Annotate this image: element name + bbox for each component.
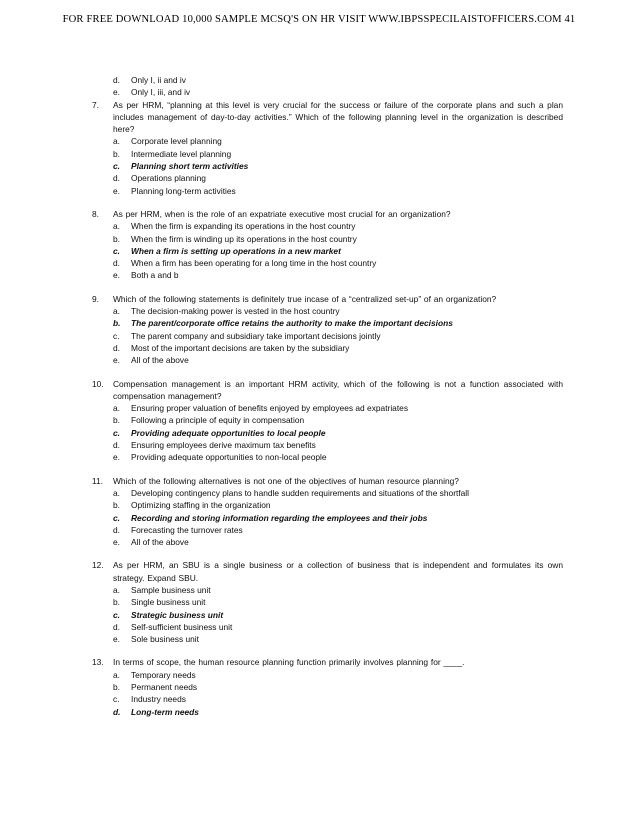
option-letter: a. xyxy=(113,136,120,147)
option-letter: b. xyxy=(113,597,120,608)
option-text: When the firm is expanding its operations in the host country xyxy=(131,221,356,232)
option xyxy=(113,621,638,633)
option xyxy=(113,596,638,608)
option xyxy=(113,220,638,232)
question-number: 13. xyxy=(92,657,104,668)
option-letter: c. xyxy=(113,427,120,438)
option-text: The parent/corporate office retains the authority to make the important decisions xyxy=(131,318,453,329)
option-letter: e. xyxy=(113,634,120,645)
answer-option xyxy=(113,245,638,257)
option-letter: a. xyxy=(113,403,120,414)
option xyxy=(113,148,638,160)
option-letter: e. xyxy=(113,270,120,281)
question-number: 7. xyxy=(92,99,99,110)
question-number: 10. xyxy=(92,378,104,389)
option-text: Following a principle of equity in compensation xyxy=(131,415,305,426)
carryover-options xyxy=(0,74,638,99)
option-text: Operations planning xyxy=(131,173,206,184)
page-header: FOR FREE DOWNLOAD 10,000 SAMPLE MCSQ'S ON HR VISIT WWW.IBPSSPECILAISTOFFICERS.COM 41 xyxy=(62,14,576,25)
option-letter: b. xyxy=(113,682,120,693)
question-block xyxy=(0,559,638,645)
option xyxy=(113,342,638,354)
option-text: When a firm is setting up operations in a new market xyxy=(131,245,341,256)
question-block xyxy=(0,475,638,549)
question-block xyxy=(0,208,638,282)
option-text: Both a and b xyxy=(131,270,179,281)
option-text: Providing adequate opportunities to non-local people xyxy=(131,452,327,463)
option-letter: e. xyxy=(113,185,120,196)
option-text: Developing contingency plans to handle sudden requirements and situations of the shortfall xyxy=(131,487,470,498)
question-spacer xyxy=(0,645,638,656)
answer-option xyxy=(113,160,638,172)
question-number: 8. xyxy=(92,208,99,219)
question-text: As per HRM, an SBU is a single business or a collection of business that is independent and formulates its own strategy. Expand SBU. xyxy=(113,560,563,583)
answer-option xyxy=(113,512,638,524)
option-letter: d. xyxy=(113,621,120,632)
option-text: Providing adequate opportunities to local people xyxy=(131,427,326,438)
option-text: Permanent needs xyxy=(131,682,198,693)
option-letter: d. xyxy=(113,524,120,535)
option-text: Industry needs xyxy=(131,694,186,705)
option-letter: b. xyxy=(113,415,120,426)
option-text: Ensuring proper valuation of benefits enjoyed by employees ad expatriates xyxy=(131,403,409,414)
answer-option xyxy=(113,706,638,718)
option-letter: b. xyxy=(113,500,120,511)
option-letter: c. xyxy=(113,512,120,523)
option-letter: c. xyxy=(113,245,120,256)
question-text: Which of the following alternatives is not one of the objectives of human resource planning? xyxy=(113,475,459,486)
option-letter: d. xyxy=(113,173,120,184)
question-spacer xyxy=(0,282,638,293)
question-number: 11. xyxy=(92,475,104,486)
option xyxy=(113,669,638,681)
option xyxy=(113,354,638,366)
option xyxy=(113,86,638,98)
option xyxy=(113,135,638,147)
option xyxy=(113,536,638,548)
question-block xyxy=(0,378,638,464)
answer-option xyxy=(113,317,638,329)
option-text: Planning long-term activities xyxy=(131,185,236,196)
option-letter: a. xyxy=(113,584,120,595)
option xyxy=(113,414,638,426)
option-letter: a. xyxy=(113,306,120,317)
question-text: Which of the following statements is definitely true incase of a “centralized set-up” of an organization? xyxy=(113,293,497,304)
option xyxy=(113,257,638,269)
option-letter: d. xyxy=(113,706,121,717)
option-letter: e. xyxy=(113,537,120,548)
question-text: As per HRM, when is the role of an expatriate executive most crucial for an organization? xyxy=(113,208,451,219)
question-text: As per HRM, “planning at this level is very crucial for the success or failure of the corporate plans and such a plan includes management of day-to-day activities.” Which of the following planning level in the organization is described here? xyxy=(113,99,563,135)
option-text: Only I, ii and iv xyxy=(131,75,186,85)
option-letter: d. xyxy=(113,440,120,451)
option-letter: c. xyxy=(113,609,120,620)
question-list xyxy=(0,74,638,718)
question-block xyxy=(0,656,638,717)
question-block xyxy=(0,99,638,197)
option xyxy=(113,233,638,245)
option-text: Long-term needs xyxy=(131,706,199,717)
option-letter: e. xyxy=(113,87,120,98)
option xyxy=(113,74,638,86)
option-text: Strategic business unit xyxy=(131,609,224,620)
question-number: 9. xyxy=(92,293,99,304)
option-text: All of the above xyxy=(131,355,189,366)
option-text: Only I, iii, and iv xyxy=(131,87,191,98)
answer-option xyxy=(113,609,638,621)
option-text: Self-sufficient business unit xyxy=(131,621,233,632)
option-text: Sample business unit xyxy=(131,584,211,595)
option xyxy=(113,451,638,463)
option-letter: e. xyxy=(113,452,120,463)
option-text: When the firm is winding up its operations in the host country xyxy=(131,233,357,244)
option-letter: e. xyxy=(113,355,120,366)
option-letter: a. xyxy=(113,221,120,232)
option xyxy=(113,499,638,511)
option-letter: d. xyxy=(113,342,120,353)
option-text: All of the above xyxy=(131,537,189,548)
option xyxy=(113,439,638,451)
option xyxy=(113,487,638,499)
option-text: Intermediate level planning xyxy=(131,148,232,159)
option xyxy=(113,633,638,645)
option-text: Planning short term activities xyxy=(131,161,249,172)
option-text: Forecasting the turnover rates xyxy=(131,524,243,535)
option-letter: b. xyxy=(113,318,121,329)
option xyxy=(113,269,638,281)
question-number: 12. xyxy=(92,560,104,571)
option xyxy=(113,330,638,342)
option-letter: c. xyxy=(113,330,120,341)
questions-container xyxy=(0,99,638,718)
option-text: Recording and storing information regarding the employees and their jobs xyxy=(131,512,428,523)
option-letter: c. xyxy=(113,694,120,705)
option-text: Temporary needs xyxy=(131,669,196,680)
question-block xyxy=(0,293,638,367)
question-text: Compensation management is an important HRM activity, which of the following is not a function associated with compensation management? xyxy=(113,378,563,401)
option-letter: a. xyxy=(113,487,120,498)
option-text: Single business unit xyxy=(131,597,206,608)
answer-option xyxy=(113,427,638,439)
option-letter: c. xyxy=(113,161,120,172)
option-letter: d. xyxy=(113,75,120,85)
option-text: When a firm has been operating for a long time in the host country xyxy=(131,258,377,269)
question-spacer xyxy=(0,197,638,208)
option xyxy=(113,185,638,197)
option xyxy=(113,693,638,705)
option xyxy=(113,402,638,414)
option-text: Most of the important decisions are taken by the subsidiary xyxy=(131,342,350,353)
option xyxy=(113,172,638,184)
option-text: Sole business unit xyxy=(131,634,199,645)
option xyxy=(113,681,638,693)
option xyxy=(113,305,638,317)
question-spacer xyxy=(0,464,638,475)
option-letter: b. xyxy=(113,148,120,159)
question-spacer xyxy=(0,367,638,378)
option-text: Corporate level planning xyxy=(131,136,222,147)
option-text: The decision-making power is vested in the host country xyxy=(131,306,340,317)
option-text: The parent company and subsidiary take important decisions jointly xyxy=(131,330,381,341)
option-letter: d. xyxy=(113,258,120,269)
option-text: Ensuring employees derive maximum tax benefits xyxy=(131,440,316,451)
question-text: In terms of scope, the human resource planning function primarily involves planning for ____. xyxy=(113,657,465,668)
option xyxy=(113,584,638,596)
option-text: Optimizing staffing in the organization xyxy=(131,500,271,511)
option xyxy=(113,524,638,536)
option-letter: b. xyxy=(113,233,120,244)
option-letter: a. xyxy=(113,669,120,680)
question-spacer xyxy=(0,548,638,559)
